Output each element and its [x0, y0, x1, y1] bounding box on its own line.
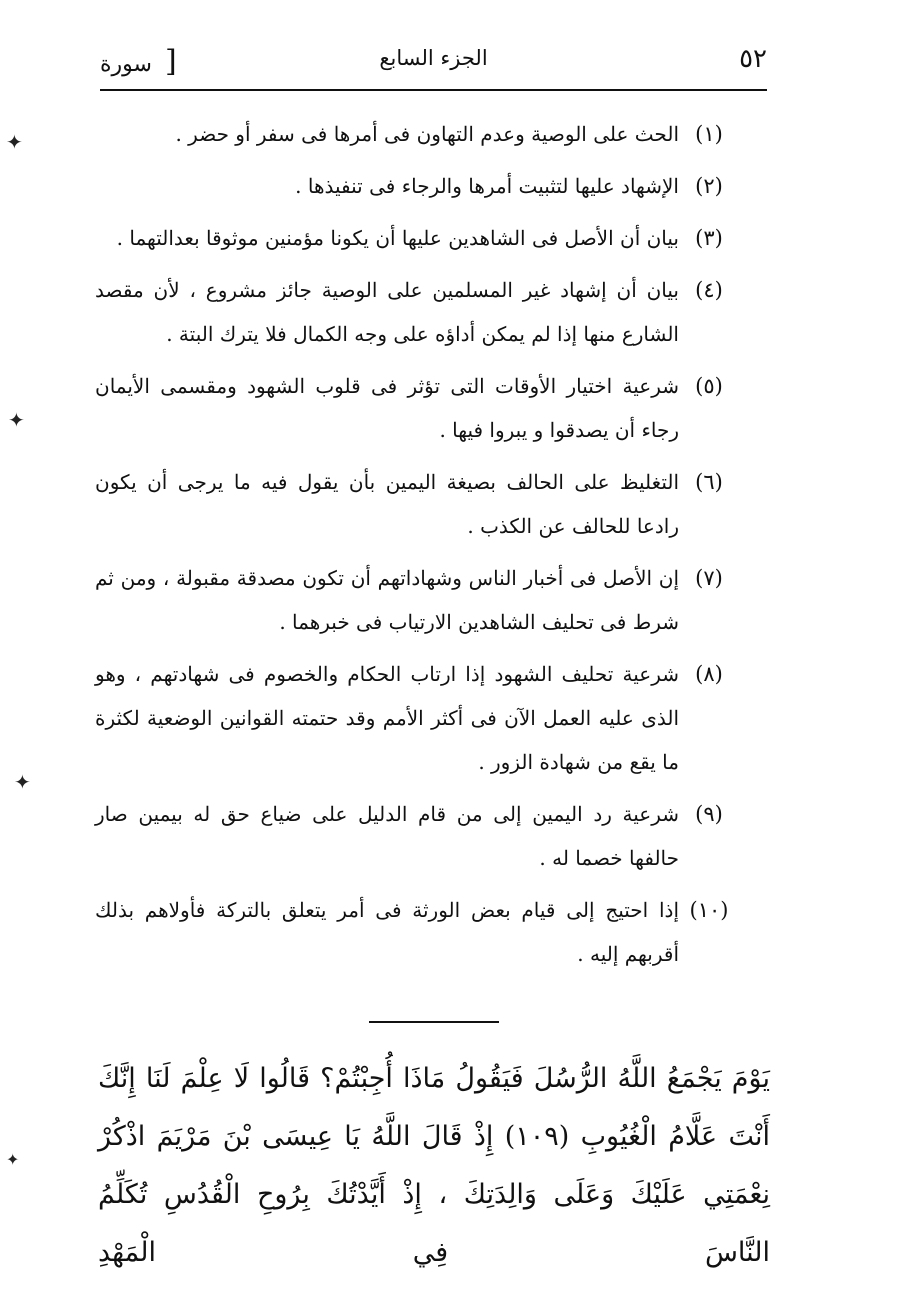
benefit-item: [95, 888, 735, 976]
item-number: (٤): [695, 278, 723, 302]
margin-ornament-icon: ✦: [6, 130, 23, 154]
benefit-item: [95, 216, 735, 260]
margin-ornament-icon: ✦: [8, 408, 25, 432]
header-rule: [100, 89, 767, 91]
item-text: شرعية اختيار الأوقات التى تؤثر فى قلوب الشهود ومقسمى الأيمان رجاء أن يصدقوا و يبروا فيها .: [95, 374, 680, 442]
item-number: (١٠): [689, 898, 729, 922]
item-text: الإشهاد عليها لتثبيت أمرها والرجاء فى تنفيذها .: [295, 174, 679, 198]
item-number: (٩): [695, 802, 723, 826]
item-text: بيان أن الأصل فى الشاهدين عليها أن يكونا مؤمنين موثوقا بعدالتهما .: [116, 226, 679, 250]
item-text: التغليظ على الحالف بصيغة اليمين بأن يقول فيه ما يرجى أن يكون رادعا للحالف عن الكذب .: [95, 470, 679, 538]
item-text: إن الأصل فى أخبار الناس وشهاداتهم أن تكون مصدقة مقبولة ، ومن ثم شرط فى تحليف الشاهدين الارتياب فى خبرهما .: [95, 566, 679, 634]
surah-label: [100, 44, 177, 79]
item-text: إذا احتيج إلى قيام بعض الورثة فى أمر يتعلق بالتركة فأولاهم بذلك أقربهم إليه .: [95, 898, 679, 966]
item-number: (٧): [695, 566, 723, 590]
quran-verse: يَوْمَ يَجْمَعُ اللَّهُ الرُّسُلَ فَيَقُولُ مَاذَا أُجِبْتُمْ؟ قَالُوا لَا عِلْمَ لَنَا إِنَّكَ أَنْتَ عَلَّامُ الْغُيُوبِ (١٠٩) إِذْ قَالَ اللَّهُ يَا عِيسَى بْنَ مَرْيَمَ اذْكُرْ نِعْمَتِي عَلَيْكَ وَعَلَى وَالِدَتِكَ ، إِذْ أَيَّدْتُكَ بِرُوحِ الْقُدُسِ تُكَلِّمُ النَّاسَ فِي الْمَهْدِ: [98, 1063, 770, 1268]
benefits-list: [95, 112, 735, 984]
page-header: [100, 40, 767, 90]
surah-label-text: سورة: [100, 52, 152, 77]
section-divider: [369, 1021, 499, 1023]
part-title: الجزء السابع: [379, 46, 488, 70]
item-text: الحث على الوصية وعدم التهاون فى أمرها فى سفر أو حضر .: [175, 122, 679, 146]
benefit-item: [95, 364, 735, 452]
item-number: (٣): [695, 226, 723, 250]
benefit-item: [95, 652, 735, 784]
item-number: (٨): [695, 662, 723, 686]
surah-bracket: [: [164, 44, 177, 79]
margin-ornament-icon: ✦: [14, 770, 31, 794]
page-number: ٥٢: [739, 44, 767, 74]
item-text: شرعية تحليف الشهود إذا ارتاب الحكام والخصوم فى شهادتهم ، وهو الذى عليه العمل الآن فى أكثر الأمم وقد حتمته القوانين الوضعية لكثرة ما يقع من شهادة الزور .: [95, 662, 679, 774]
benefit-item: [95, 268, 735, 356]
item-text: بيان أن إشهاد غير المسلمين على الوصية جائز مشروع ، لأن مقصد الشارع منها إذا لم يمكن أداؤه على وجه الكمال فلا يترك البتة .: [95, 278, 679, 346]
margin-ornament-icon: ✦: [6, 1150, 20, 1169]
benefit-item: [95, 164, 735, 208]
benefit-item: [95, 792, 735, 880]
item-number: (٦): [695, 470, 723, 494]
item-number: (١): [695, 122, 723, 146]
item-text: شرعية رد اليمين إلى من قام الدليل على ضياع حق له بيمين صار حالفها خصما له .: [95, 802, 679, 870]
item-number: (٢): [695, 174, 723, 198]
benefit-item: [95, 460, 735, 548]
benefit-item: [95, 112, 735, 156]
item-number: (٥): [695, 374, 723, 398]
benefit-item: [95, 556, 735, 644]
